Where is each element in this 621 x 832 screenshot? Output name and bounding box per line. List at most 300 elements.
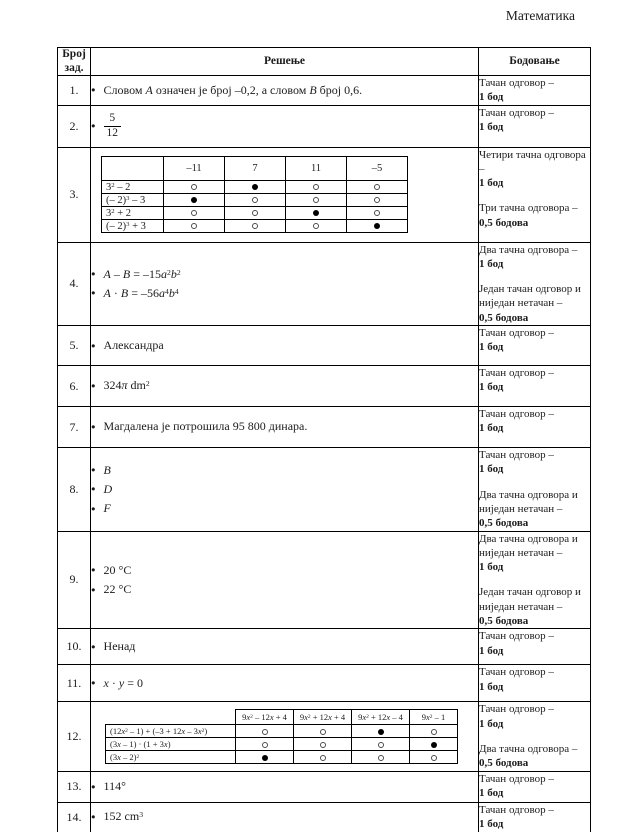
scoring-cell	[479, 407, 591, 448]
scoring-line: Тачан одговор –	[479, 666, 554, 679]
solution-text	[104, 378, 150, 392]
matrix-row-label	[106, 737, 236, 750]
scoring-line: Тачан одговор –	[479, 77, 554, 89]
matrix-row-label	[106, 750, 236, 763]
option-empty-icon	[191, 223, 197, 229]
scoring-cell	[479, 105, 591, 147]
bullet-icon: ●	[91, 422, 96, 432]
text-run: x	[246, 711, 251, 722]
option-selected-icon	[378, 729, 384, 735]
scoring-line: 0,5 бодова	[479, 311, 529, 324]
option-selected-icon	[191, 197, 197, 203]
text-run: 9	[242, 711, 247, 722]
matrix-option-cell	[347, 194, 408, 207]
scoring-spacer	[479, 190, 590, 201]
scoring-cell	[479, 531, 591, 629]
bullet-icon: ●	[91, 678, 96, 688]
header-problem-number: Број зад.	[58, 48, 91, 76]
option-empty-icon	[320, 729, 326, 735]
scoring-line: Тачан одговор –	[479, 803, 554, 816]
text-run: 9	[358, 711, 363, 722]
text-run: 2	[167, 267, 171, 277]
table-row	[58, 629, 591, 665]
option-selected-icon	[262, 755, 268, 761]
text-run: + 12	[368, 711, 387, 722]
text-run: x	[103, 675, 109, 690]
scoring-line: Два тачна одговора и ниједан нетачан –	[479, 488, 578, 515]
text-run: – 1) + (–3 + 12	[127, 725, 182, 736]
scoring-line: 0,5 бодова	[479, 757, 529, 770]
solution-text	[104, 338, 164, 352]
table-row	[58, 326, 591, 366]
matrix-option-cell	[286, 181, 347, 194]
option-empty-icon	[431, 755, 437, 761]
solution-cell	[91, 702, 479, 771]
text-run: Магдалена је потрошила 95 800 динара.	[103, 419, 308, 434]
solution-text	[104, 809, 144, 823]
scoring-line: 0,5 бодова	[479, 216, 529, 229]
solution-cell	[91, 665, 479, 702]
text-run: b	[168, 285, 175, 300]
text-run: + 3	[129, 220, 146, 232]
header-scoring: Бодовање	[479, 48, 591, 76]
solution-text	[104, 482, 113, 496]
matrix-row-label	[102, 220, 164, 233]
text-run: = 0	[124, 675, 143, 690]
text-run: 2	[201, 727, 205, 734]
table-row	[58, 76, 591, 106]
text-run: – 2)	[120, 751, 137, 762]
matrix-option-cell	[236, 750, 294, 763]
text-run: )	[204, 725, 208, 736]
matrix-row-label	[106, 724, 236, 737]
scoring-line: Два тачна одговора и ниједан нетачан –	[479, 532, 578, 559]
text-run: y	[118, 675, 125, 690]
scoring-line: Тачан одговор –	[479, 630, 554, 643]
matrix-column-header	[410, 709, 458, 724]
scoring-line: 1 бод	[479, 257, 504, 270]
solution-text	[104, 112, 122, 139]
text-run: (3	[110, 751, 118, 762]
text-run: (12	[110, 725, 122, 736]
solution-cell	[91, 76, 479, 106]
option-empty-icon	[378, 742, 384, 748]
solution-text	[104, 463, 111, 477]
text-run: 3	[106, 207, 112, 219]
bullet-icon: ●	[91, 288, 96, 298]
options-matrix	[101, 156, 408, 233]
solution-bullet-line	[91, 284, 478, 303]
solution-text	[104, 267, 181, 281]
scoring-cell	[479, 665, 591, 702]
text-run: – 1	[432, 711, 446, 722]
scoring-line: 1 бод	[479, 381, 504, 394]
text-run: – 12	[252, 711, 270, 722]
solution-bullet-line	[91, 376, 478, 395]
text-run: 114°	[103, 778, 126, 793]
text-run: D	[103, 481, 113, 496]
problem-number: 7.	[58, 407, 91, 448]
scoring-line: 1 бод	[479, 91, 504, 104]
matrix-corner-cell	[102, 157, 164, 181]
bullet-icon: ●	[91, 465, 96, 475]
option-empty-icon	[320, 755, 326, 761]
text-run: 2	[176, 267, 181, 277]
text-run: B	[309, 82, 317, 97]
matrix-option-cell	[347, 220, 408, 233]
text-run: број 0,6.	[316, 82, 363, 97]
text-run: ·	[110, 285, 121, 300]
text-run: 2	[136, 753, 140, 760]
table-row	[58, 802, 591, 832]
scoring-line: 1 бод	[479, 644, 504, 657]
scoring-line: 1 бод	[479, 817, 504, 830]
text-run: x	[117, 751, 121, 762]
scoring-line: Два тачна одговора –	[479, 742, 578, 755]
text-run: 9	[299, 711, 305, 722]
scoring-cell	[479, 702, 591, 771]
matrix-option-cell	[294, 750, 352, 763]
solution-text	[104, 83, 363, 97]
problem-number: 14.	[58, 802, 91, 832]
matrix-option-cell	[347, 207, 408, 220]
bullet-icon: ●	[91, 269, 96, 279]
text-run: (3	[110, 738, 118, 749]
scoring-line: Четири тачна одговора –	[479, 148, 586, 175]
text-run: x	[426, 711, 430, 722]
scoring-line: 0,5 бодова	[479, 517, 529, 530]
option-empty-icon	[313, 184, 319, 190]
text-run: π	[121, 378, 128, 393]
problem-number: 11.	[58, 665, 91, 702]
matrix-column-header	[352, 709, 410, 724]
matrix-option-cell	[294, 737, 352, 750]
option-empty-icon	[378, 755, 384, 761]
solution-bullet-line	[91, 81, 478, 100]
problem-number: 10.	[58, 629, 91, 665]
scoring-line: Тачан одговор –	[479, 703, 554, 716]
problem-number: 13.	[58, 771, 91, 802]
text-run: – 4	[390, 711, 403, 722]
scoring-line: Тачан одговор –	[479, 449, 554, 462]
solution-cell	[91, 366, 479, 407]
text-run: 2	[145, 379, 150, 389]
solution-cell	[91, 802, 479, 832]
matrix-option-cell	[286, 220, 347, 233]
page-title: Математика	[505, 8, 575, 23]
table-row	[58, 448, 591, 531]
scoring-line: Тачан одговор –	[479, 772, 554, 785]
option-empty-icon	[252, 223, 258, 229]
problem-number: 4.	[58, 242, 91, 325]
matrix-option-cell	[286, 194, 347, 207]
matrix-column-header	[294, 709, 352, 724]
text-run: 3	[126, 220, 130, 228]
matrix-header-row	[106, 709, 458, 724]
solution-text	[104, 779, 126, 793]
text-run: a	[159, 285, 165, 300]
bullet-icon: ●	[91, 503, 96, 513]
solution-cell	[91, 448, 479, 531]
fraction-numerator: 5	[104, 112, 122, 126]
bullet-icon: ●	[91, 781, 96, 791]
text-run: (– 2)	[106, 194, 127, 206]
matrix-row-label	[102, 181, 164, 194]
matrix-column-header	[225, 157, 286, 181]
text-run: x	[269, 711, 274, 722]
matrix-option-cell	[164, 207, 225, 220]
solution-bullet-line	[91, 777, 478, 796]
bullet-icon: ●	[91, 641, 96, 651]
text-run: x	[362, 711, 367, 722]
text-run: 3	[139, 810, 144, 820]
matrix-row	[102, 194, 408, 207]
scoring-line: Тачан одговор –	[479, 367, 554, 380]
text-run: 3	[106, 181, 112, 193]
text-run: 2	[429, 713, 433, 720]
text-run: означен је број –0,2, а словом	[152, 82, 310, 97]
solution-cell	[91, 147, 479, 242]
solution-cell	[91, 242, 479, 325]
scoring-line: Три тачна одговора –	[479, 202, 578, 215]
text-run: – 1) · (1 + 3	[120, 738, 164, 749]
matrix-option-cell	[225, 220, 286, 233]
table-row	[58, 702, 591, 771]
solution-bullet-line	[91, 112, 478, 139]
table-row	[58, 407, 591, 448]
matrix-option-cell	[410, 750, 458, 763]
option-empty-icon	[374, 197, 380, 203]
matrix-row	[102, 181, 408, 194]
matrix-option-cell	[352, 724, 410, 737]
bullet-icon: ●	[91, 812, 96, 822]
solution-text	[104, 563, 132, 577]
table-row	[58, 105, 591, 147]
text-run: + 4	[273, 711, 287, 722]
text-run: Словом	[103, 82, 146, 97]
matrix-option-cell	[225, 207, 286, 220]
matrix-option-cell	[164, 220, 225, 233]
solution-bullet-line	[91, 580, 478, 599]
scoring-line: 1 бод	[479, 680, 504, 693]
answer-rows	[58, 76, 591, 832]
scoring-line: 1 бод	[479, 120, 504, 133]
bullet-icon: ●	[91, 120, 96, 130]
fraction-denominator: 12	[106, 126, 119, 139]
scoring-cell	[479, 76, 591, 106]
scoring-line: 1 бод	[479, 717, 504, 730]
solution-cell	[91, 407, 479, 448]
matrix-option-cell	[352, 750, 410, 763]
table-row	[58, 366, 591, 407]
text-run: 2	[366, 713, 369, 720]
scoring-cell	[479, 326, 591, 366]
solution-bullet-line	[91, 499, 478, 518]
problem-number: 9.	[58, 531, 91, 629]
text-run: A	[103, 285, 111, 300]
text-run: 2	[125, 727, 128, 734]
text-run: B	[103, 462, 111, 477]
text-run: –11	[186, 163, 202, 175]
option-empty-icon	[191, 184, 197, 190]
scoring-line: Два тачна одговора –	[479, 243, 578, 256]
matrix-column-header	[236, 709, 294, 724]
scoring-line: Један тачан одговор и ниједан нетачан –	[479, 586, 581, 613]
header-solution: Решење	[91, 48, 479, 76]
matrix-column-header	[286, 157, 347, 181]
solution-cell	[91, 105, 479, 147]
scoring-line: Тачан одговор –	[479, 408, 554, 421]
text-run: x	[386, 711, 391, 722]
scoring-spacer	[479, 271, 590, 282]
problem-number: 5.	[58, 326, 91, 366]
scoring-cell	[479, 147, 591, 242]
text-run: 22 °C	[103, 581, 132, 596]
text-run: – 2	[114, 181, 131, 193]
text-run: ·	[108, 675, 119, 690]
problem-number: 12.	[58, 702, 91, 771]
text-run: 152 cm	[103, 809, 140, 824]
text-run: + 12	[310, 711, 329, 722]
option-empty-icon	[320, 742, 326, 748]
solution-bullet-line	[91, 480, 478, 499]
solution-bullet-line	[91, 265, 478, 284]
solution-bullet-line	[91, 561, 478, 580]
text-run: 9	[421, 711, 426, 722]
text-run: A	[103, 266, 111, 281]
option-empty-icon	[262, 729, 268, 735]
scoring-line: 1 бод	[479, 341, 504, 354]
text-run: F	[103, 500, 111, 515]
scoring-line: Тачан одговор –	[479, 106, 554, 119]
scoring-line: 1 бод	[479, 561, 504, 574]
text-run: 4	[174, 286, 179, 296]
fraction	[104, 112, 122, 139]
matrix-row	[106, 737, 458, 750]
bullet-icon: ●	[91, 484, 96, 494]
solution-bullet-line	[91, 461, 478, 480]
matrix-option-cell	[410, 724, 458, 737]
table-row	[58, 147, 591, 242]
matrix-option-cell	[352, 737, 410, 750]
bullet-icon: ●	[91, 381, 96, 391]
table-row	[58, 531, 591, 629]
text-run: –5	[371, 163, 383, 175]
option-selected-icon	[374, 223, 380, 229]
problem-number: 3.	[58, 147, 91, 242]
text-run: Ненад	[103, 639, 136, 654]
options-matrix	[105, 709, 458, 764]
option-empty-icon	[252, 197, 258, 203]
option-empty-icon	[313, 197, 319, 203]
matrix-option-cell	[294, 724, 352, 737]
scoring-line: Тачан одговор –	[479, 327, 554, 340]
text-run: x	[117, 738, 121, 749]
text-run: 11	[310, 163, 322, 175]
matrix-option-cell	[164, 194, 225, 207]
table-row	[58, 242, 591, 325]
solution-bullet-line	[91, 336, 478, 355]
text-run: – 3	[185, 725, 198, 736]
text-run: Александра	[103, 337, 164, 352]
text-run: )	[167, 738, 171, 749]
scoring-cell	[479, 771, 591, 802]
matrix-row-label	[102, 207, 164, 220]
scoring-line: 0,5 бодова	[479, 615, 529, 628]
solution-bullet-line	[91, 674, 478, 693]
text-run: 20 °C	[103, 562, 132, 577]
text-run: x	[328, 711, 332, 722]
option-empty-icon	[262, 742, 268, 748]
text-run: x	[163, 738, 168, 749]
text-run: + 2	[114, 207, 132, 219]
matrix-header-row	[102, 157, 408, 181]
matrix-row	[102, 207, 408, 220]
solution-text	[104, 501, 111, 515]
bullet-icon: ●	[91, 85, 96, 95]
solution-bullet-line	[91, 807, 478, 826]
scoring-cell	[479, 629, 591, 665]
scoring-cell	[479, 448, 591, 531]
text-run: B	[120, 285, 129, 300]
problem-number: 1.	[58, 76, 91, 106]
solution-cell	[91, 771, 479, 802]
matrix-option-cell	[286, 207, 347, 220]
matrix-option-cell	[236, 724, 294, 737]
matrix-row	[106, 750, 458, 763]
text-run: A	[145, 82, 153, 97]
scoring-line: 1 бод	[479, 177, 504, 190]
text-run: (– 2)	[106, 220, 127, 232]
answer-key-table	[57, 47, 591, 832]
scoring-spacer	[479, 731, 590, 742]
matrix-option-cell	[236, 737, 294, 750]
text-run: 7	[252, 163, 258, 175]
matrix-row-label	[102, 194, 164, 207]
text-run: x	[197, 725, 202, 736]
matrix-row	[102, 220, 408, 233]
solution-text	[104, 582, 132, 596]
text-run: x	[181, 725, 186, 736]
option-empty-icon	[374, 210, 380, 216]
text-run: a	[161, 266, 167, 281]
text-run: + 4	[331, 711, 346, 722]
text-run: 2	[111, 181, 115, 189]
text-run: B	[122, 266, 131, 281]
text-run: 2	[111, 207, 115, 215]
matrix-option-cell	[225, 194, 286, 207]
scoring-spacer	[479, 477, 590, 488]
matrix-option-cell	[410, 737, 458, 750]
bullet-icon: ●	[91, 584, 96, 594]
option-selected-icon	[252, 184, 258, 190]
text-run: 3	[126, 194, 130, 202]
bullet-icon: ●	[91, 340, 96, 350]
option-selected-icon	[431, 742, 437, 748]
solution-bullet-line	[91, 417, 478, 436]
scoring-line: 1 бод	[479, 786, 504, 799]
option-empty-icon	[252, 210, 258, 216]
option-empty-icon	[431, 729, 437, 735]
scoring-cell	[479, 802, 591, 832]
scoring-line: Један тачан одговор и ниједан нетачан –	[479, 283, 581, 310]
solution-cell	[91, 326, 479, 366]
matrix-column-header	[347, 157, 408, 181]
solution-text	[104, 286, 179, 300]
text-run: = –56	[128, 285, 159, 300]
matrix-row	[106, 724, 458, 737]
text-run: b	[170, 266, 177, 281]
